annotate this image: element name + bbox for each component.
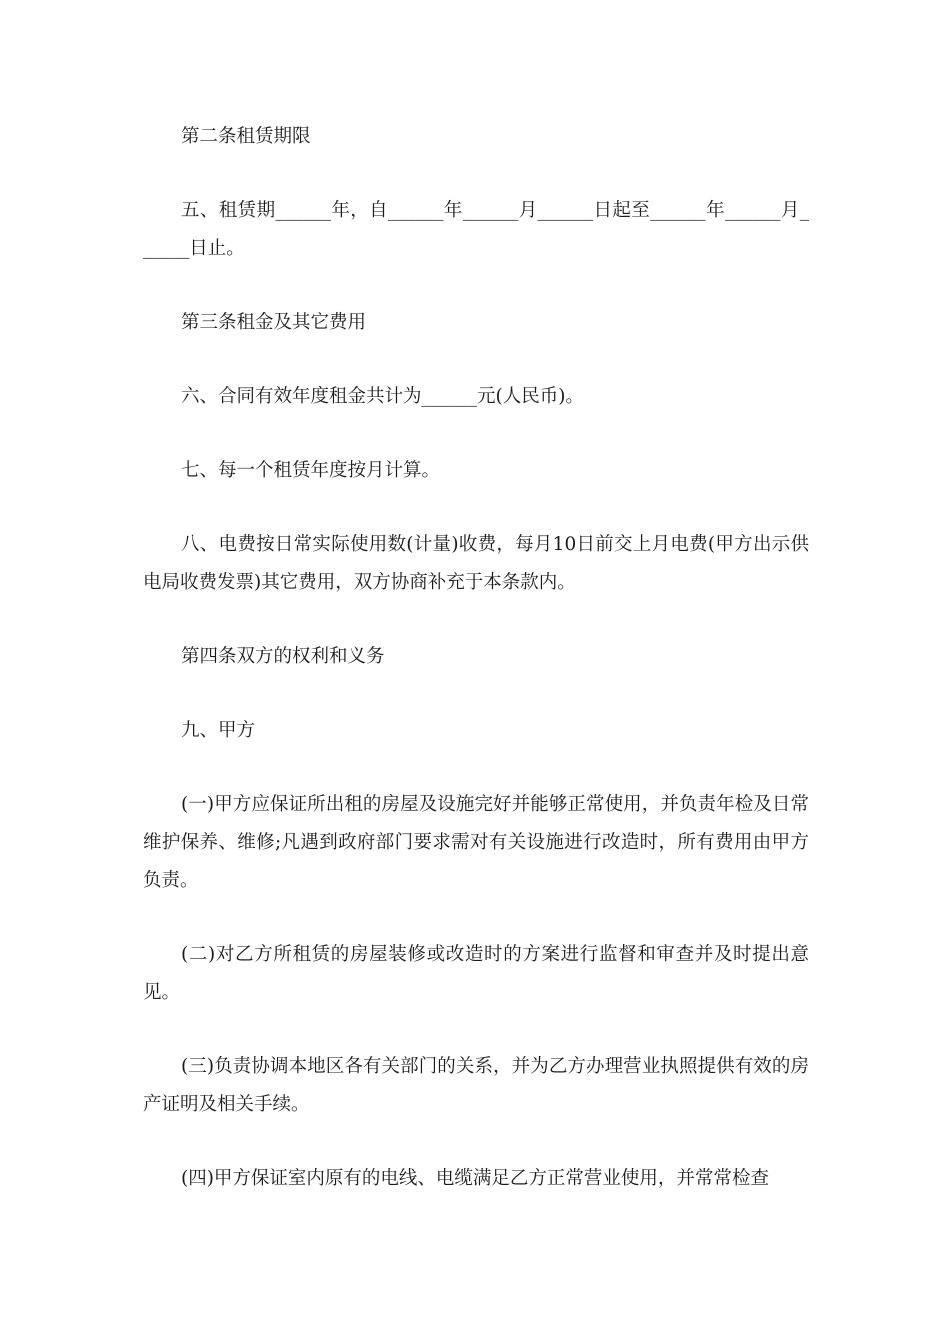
item-3-coordination: (三)负责协调本地区各有关部门的关系，并为乙方办理营业执照提供有效的房产证明及相关手续。: [143, 1056, 809, 1115]
clause-9-party-a: 九、甲方: [181, 720, 256, 741]
clause-5-lease-term: 五、租赁期______年，自______年______月______日起至______年______月______日止。: [143, 200, 809, 259]
clause-8-electricity: 八、电费按日常实际使用数(计量)收费，每月10日前交上月电费(甲方出示供电局收费发票)其它费用，双方协商补充于本条款内。: [143, 534, 809, 593]
clause-6-rent-total: 六、合同有效年度租金共计为______元(人民币)。: [181, 386, 584, 407]
article-2-heading: 第二条租赁期限: [181, 126, 311, 147]
item-2-supervision: (二)对乙方所租赁的房屋装修或改造时的方案进行监督和审查并及时提出意见。: [143, 944, 809, 1003]
item-4-wiring: (四)甲方保证室内原有的电线、电缆满足乙方正常营业使用，并常常检查: [181, 1168, 769, 1189]
article-4-heading: 第四条双方的权利和义务: [181, 646, 385, 667]
item-1-maintenance: (一)甲方应保证所出租的房屋及设施完好并能够正常使用，并负责年检及日常维护保养、维修;凡遇到政府部门要求需对有关设施进行改造时，所有费用由甲方负责。: [143, 794, 809, 891]
contract-text: [143, 118, 809, 1234]
clause-7-monthly-calc: 七、每一个租赁年度按月计算。: [181, 460, 441, 481]
article-3-heading: 第三条租金及其它费用: [181, 312, 367, 333]
